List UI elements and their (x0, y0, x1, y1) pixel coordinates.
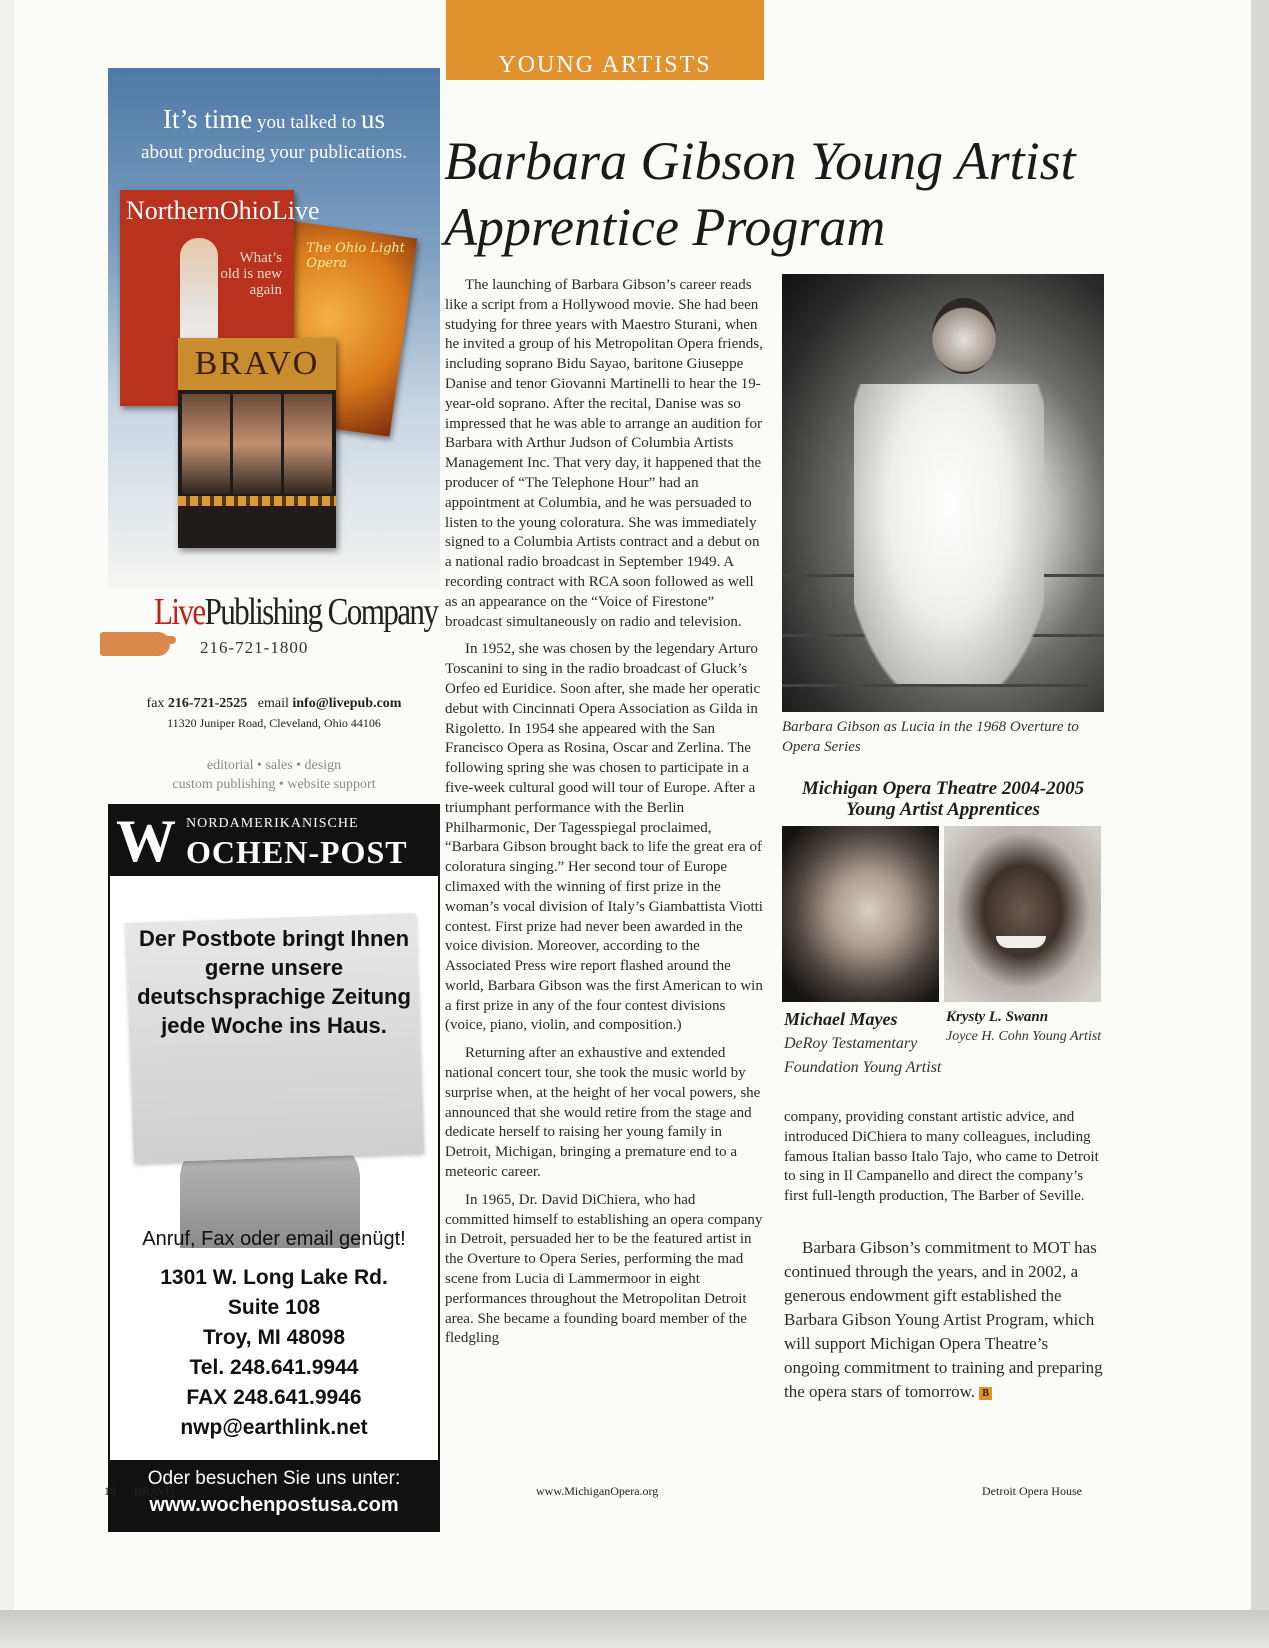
closing-paragraph (784, 1236, 1106, 1404)
fax: FAX 248.641.9946 (186, 1386, 362, 1409)
apprentices-heading: Michigan Opera Theatre 2004-2005 Young Artist Apprentices (801, 778, 1085, 820)
section-label: YOUNG ARTISTS (446, 0, 764, 80)
body-paragraph: The launching of Barbara Gibson’s career reads like a script from a Hollywood movie. She had been studying for three years with Maestro Sturani, when he invited a group of his Metropolitan Opera friends, including soprano Bidu Sayao, baritone Giuseppe Danise and tenor Giovanni Martinelli to hear the 19-year-old soprano. After the recital, Danise was so impressed that he was able to arrange an audition for Barbara with Arthur Judson of Columbia Artists Management Inc. That very day, it happened that the producer of “The Telephone Hour” had an appointment at Columbia, and he was persuaded to listen to the young coloratura. She was immediately signed to a Columbia Artists contract and a debut on a national radio broadcast in September 1949. A recording contract with RCA soon followed as well as an appearance on the “Voice of Firestone” broadcast simultaneously on radio and television. (445, 277, 763, 630)
portrait-head (932, 298, 996, 374)
body-paragraph: In 1952, she was chosen by the legendary Arturo Toscanini to sing in the radio broadcast of Gluck’s Orfeo ed Euridice. Soon after, she made her operatic debut with Cincinnati Opera Association as Gilda in Rigoletto. In 1954 she appeared with the San Francisco Opera as Rosina, Oscar and Zerlina. The following spring she was chosen to participate in a five-week cultural good will tour of Europe. After a triumphant performance with the Berlin Philharmonic, Der Tagesspiegal proclaimed, “Barbara Gibson brought back to life the great era of coloratura singing.” Her second tour of Europe climaxed with the winning of first prize in the woman’s vocal division of Italy’s Giambattista Viotti contest. First prize had never been awarded in the voice division. Moreover, according to the Associated Press wire report flashed around the world, Barbara Gibson was the first American to win a first prize in any of the four contest divisions (voice, piano, violin, and composition.) (445, 641, 763, 1034)
logo-company: Publishing Company (204, 591, 438, 633)
email-address: info@livepub.com (292, 696, 402, 711)
page-bottom-shadow (0, 1610, 1269, 1648)
closing-text: Barbara Gibson’s commitment to MOT has continued through the years, and in 2002, a generous endowment gift established the Barbara Gibson Young Artist Program, which will support Michigan Opera Theatre’s ongoing commitment to training and preparing the opera stars of tomorrow. (784, 1238, 1103, 1401)
telephone: Tel. 248.641.9944 (189, 1356, 359, 1379)
masthead-title: OCHEN-POST (186, 834, 408, 870)
address-line: Troy, MI 48098 (202, 1326, 346, 1349)
cover-portrait-image (182, 394, 230, 494)
article-continued (784, 1108, 1102, 1207)
magazine-title: NorthernOhioLive (126, 196, 320, 225)
apprentice-name: Krysty L. Swann (946, 1009, 1049, 1025)
website-url: www.wochenpostusa.com (149, 1494, 399, 1516)
logo-wordmark (154, 590, 437, 634)
live-publishing-logo (108, 590, 440, 680)
magazine-title: BRAVO (178, 338, 336, 390)
cover-portrait-image (284, 394, 332, 494)
ad-headline-small: you talked to (252, 112, 361, 133)
wochenpost-masthead (110, 806, 438, 876)
services-line: editorial • sales • design (206, 758, 342, 773)
masthead-supertitle: NORDAMERIKANISCHE (186, 816, 359, 831)
apprentice-role: Joyce H. Cohn Young Artist (946, 1029, 1102, 1044)
wochenpost-contact (110, 1228, 438, 1443)
magazine-cover-bravo (178, 338, 336, 548)
cover-portrait-image (233, 394, 281, 494)
wochenpost-ad (108, 804, 440, 1532)
page-number: 18 (104, 1484, 116, 1498)
ad-address: 11320 Juniper Road, Cleveland, Ohio 44106 (167, 716, 381, 730)
apprentice-name: Michael Mayes (784, 1009, 898, 1029)
masthead-initial: W (116, 808, 176, 874)
live-publishing-ad (108, 68, 440, 798)
services-line: custom publishing • website support (172, 777, 376, 792)
article-title: Barbara Gibson Young Artist Apprentice Program (444, 131, 1076, 257)
ad-headline (108, 104, 440, 168)
ad-blue-panel (108, 68, 440, 588)
stair-step (782, 684, 1104, 687)
body-paragraph: company, providing constant artistic advice, and introduced DiChiera to many colleagues, including famous Italian basso Italo Tajo, who came to Detroit to sing in Il Campanello and direct the company’s first full-length production, The Barber of Seville. (784, 1109, 1099, 1205)
address-line: 1301 W. Long Lake Rd. (160, 1266, 388, 1289)
photo-caption: Barbara Gibson as Lucia in the 1968 Overture to Opera Series (782, 719, 1079, 755)
barbara-gibson-photo (782, 274, 1104, 712)
white-gown (854, 384, 1044, 684)
ad-headline-us: us (360, 104, 385, 134)
wochenpost-message: Der Postbote bringt Ihnen gerne unsere deutschsprachige Zeitung jede Woche ins Haus. (137, 926, 411, 1038)
ad-services (108, 756, 440, 794)
ad-headline-line2: about producing your publications. (141, 142, 407, 163)
page-footer-left (104, 1484, 192, 1499)
end-mark-icon: B (979, 1387, 992, 1400)
cover-ornament-strip (178, 496, 336, 506)
fax-number: 216-721-2525 (167, 696, 248, 711)
article-body (445, 276, 763, 1357)
email-label: email (257, 696, 293, 711)
magazine-title: The Ohio Light Opera (306, 240, 406, 271)
fax-label: fax (146, 696, 168, 711)
footer-venue: Detroit Opera House (982, 1484, 1082, 1498)
apprentice-role: DeRoy Testamentary Foundation Young Artist (784, 1035, 942, 1076)
contact-cta: Anruf, Fax oder email genügt! (142, 1228, 406, 1250)
binding-edge (0, 0, 15, 1648)
ad-headline-big: It’s time (163, 104, 253, 134)
headshot-krysty-swann (944, 826, 1101, 1002)
footer-website[interactable]: www.MichiganOpera.org (536, 1484, 659, 1498)
email: nwp@earthlink.net (180, 1416, 368, 1439)
ad-phone: 216-721-1800 (200, 638, 309, 657)
headshot-michael-mayes (782, 826, 939, 1002)
logo-live: Live (154, 591, 205, 633)
magazine-name: BRAVO (134, 1484, 175, 1498)
address-line: Suite 108 (227, 1296, 321, 1319)
body-paragraph: Returning after an exhaustive and extended national concert tour, she took the music world by surprise when, at the height of her vocal powers, she announced that she would retire from the stage and dedicate herself to raising her young family in Detroit, Michigan, bringing a premature end to a meteoric career. (445, 1045, 761, 1181)
ad-contact (108, 696, 440, 731)
smile (996, 936, 1046, 948)
magazine-tagline: What’s old is new again (220, 250, 282, 298)
body-paragraph: In 1965, Dr. David DiChiera, who had committed himself to establishing an opera company in Detroit, persuaded her to be the featured artist in the Overture to Opera Series, performing the mad scene from Lucia di Lammermoor in eight performances throughout the Metropolitan Detroit area. She became a founding board member of the fledgling (445, 1191, 763, 1347)
visit-label: Oder besuchen Sie uns unter: (147, 1468, 401, 1489)
pointing-hand-icon (100, 632, 170, 656)
